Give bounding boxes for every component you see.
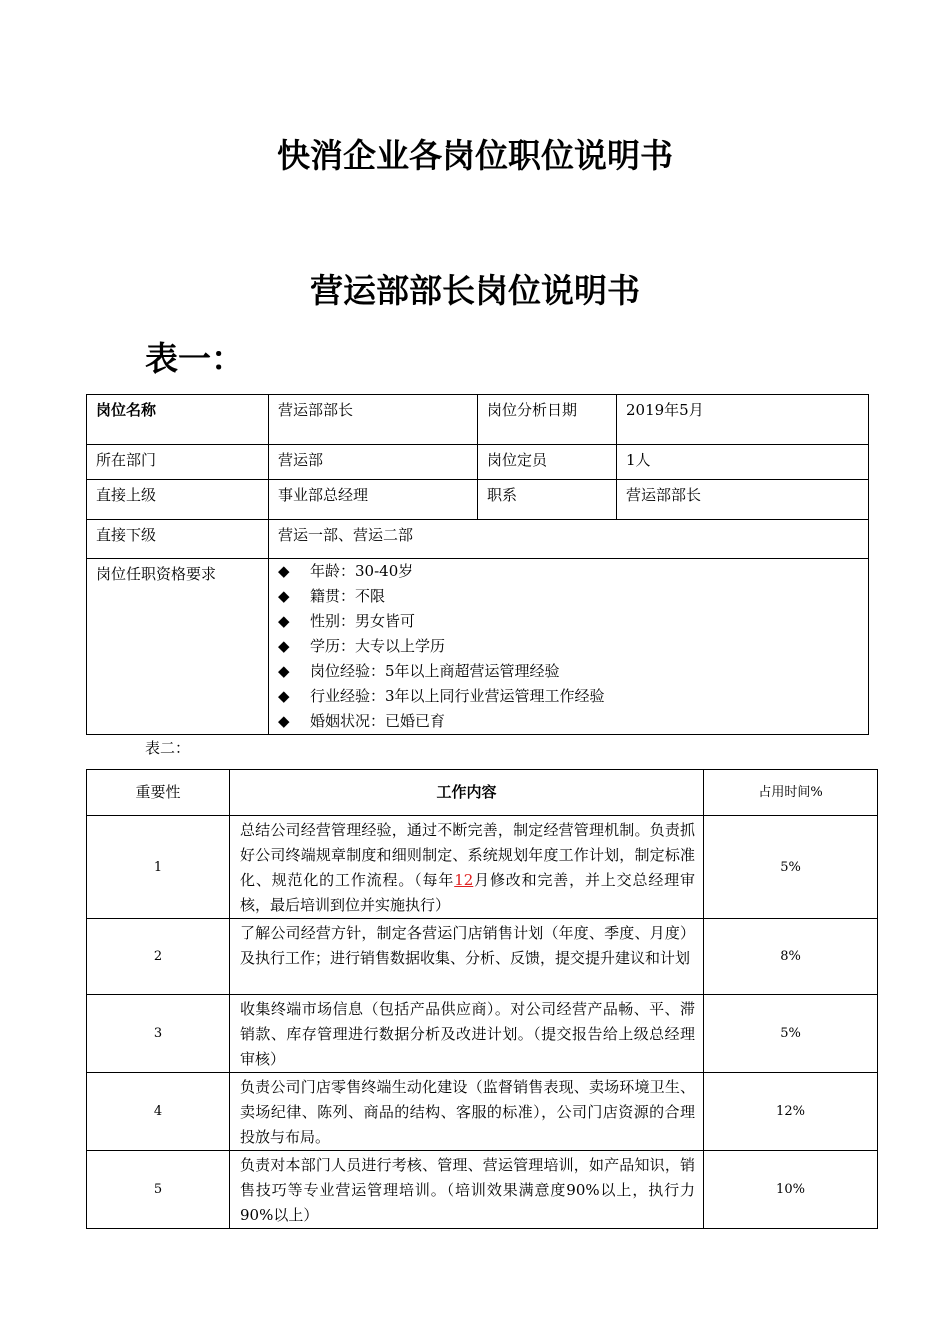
qualification-item — [278, 709, 859, 734]
qualification-item — [278, 634, 859, 659]
row-time: 12% — [704, 1073, 878, 1151]
department-label: 所在部门 — [87, 445, 269, 480]
row-time: 8% — [704, 919, 878, 995]
qualification-item — [278, 584, 859, 609]
table2-label: 表二： — [145, 739, 191, 757]
qualification-text: 学历：大专以上学历 — [310, 637, 446, 655]
superior-value: 事业部总经理 — [269, 480, 478, 520]
diamond-bullet-icon: ◆ — [278, 612, 290, 630]
qualification-text: 籍贯：不限 — [310, 587, 386, 605]
header-work-content: 工作内容 — [230, 770, 704, 816]
row-content: 了解公司经营方针，制定各营运门店销售计划（年度、季度、月度）及执行工作；进行销售数据收集、分析、反馈，提交提升建议和计划 — [230, 919, 704, 995]
subordinate-value: 营运一部、营运二部 — [269, 520, 869, 559]
qualification-item — [278, 684, 859, 709]
post-name-value: 营运部部长 — [269, 395, 478, 445]
row-time: 5% — [704, 995, 878, 1073]
document-subtitle: 营运部部长岗位说明书 — [310, 271, 640, 310]
qualification-label: 岗位任职资格要求 — [87, 559, 269, 735]
qualification-text: 岗位经验：5年以上商超营运管理经验 — [310, 662, 560, 680]
diamond-bullet-icon: ◆ — [278, 712, 290, 730]
row-content: 负责对本部门人员进行考核、管理、营运管理培训，如产品知识，销售技巧等专业营运管理培训。（培训效果满意度90%以上，执行力90%以上） — [230, 1151, 704, 1229]
post-info-table — [86, 394, 869, 735]
highlight-number: 12 — [454, 871, 474, 889]
row-rank: 5 — [87, 1151, 230, 1229]
superior-label: 直接上级 — [87, 480, 269, 520]
qualification-text: 性别：男女皆可 — [310, 612, 416, 630]
diamond-bullet-icon: ◆ — [278, 587, 290, 605]
qualification-item — [278, 559, 859, 584]
diamond-bullet-icon: ◆ — [278, 562, 290, 580]
diamond-bullet-icon: ◆ — [278, 637, 290, 655]
row-content: 收集终端市场信息（包括产品供应商）。对公司经营产品畅、平、滞销款、库存管理进行数据分析及改进计划。（提交报告给上级总经理审核） — [230, 995, 704, 1073]
table1-label: 表一： — [145, 339, 244, 378]
qualification-text: 年龄：30-40岁 — [310, 562, 414, 580]
header-time-percent: 占用时间% — [704, 770, 878, 816]
rank-label: 职系 — [478, 480, 617, 520]
qualification-item — [278, 609, 859, 634]
rank-value: 营运部部长 — [617, 480, 869, 520]
department-value: 营运部 — [269, 445, 478, 480]
row-rank: 3 — [87, 995, 230, 1073]
row-time: 5% — [704, 816, 878, 919]
analysis-date-value: 2019年5月 — [617, 395, 869, 445]
work-content-table — [86, 769, 878, 1229]
qualification-list — [278, 559, 859, 734]
document-title: 快消企业各岗位职位说明书 — [277, 136, 673, 175]
post-name-label: 岗位名称 — [87, 395, 269, 445]
row-content: 总结公司经营管理经验，通过不断完善，制定经营管理机制。负责抓好公司终端规章制度和细则制定、系统规划年度工作计划，制定标准化、规范化的工作流程。（每年12月修改和完善，并上交总经理审核，最后培训到位并实施执行） — [230, 816, 704, 919]
subordinate-label: 直接下级 — [87, 520, 269, 559]
diamond-bullet-icon: ◆ — [278, 687, 290, 705]
header-importance: 重要性 — [87, 770, 230, 816]
row-rank: 2 — [87, 919, 230, 995]
qualification-text: 婚姻状况：已婚已育 — [310, 712, 446, 730]
qualification-text: 行业经验：3年以上同行业营运管理工作经验 — [310, 687, 605, 705]
row-content: 负责公司门店零售终端生动化建设（监督销售表现、卖场环境卫生、卖场纪律、陈列、商品的结构、客服的标准），公司门店资源的合理投放与布局。 — [230, 1073, 704, 1151]
qualification-item — [278, 659, 859, 684]
row-rank: 4 — [87, 1073, 230, 1151]
row-time: 10% — [704, 1151, 878, 1229]
diamond-bullet-icon: ◆ — [278, 662, 290, 680]
row-rank: 1 — [87, 816, 230, 919]
headcount-value: 1人 — [617, 445, 869, 480]
analysis-date-label: 岗位分析日期 — [478, 395, 617, 445]
headcount-label: 岗位定员 — [478, 445, 617, 480]
